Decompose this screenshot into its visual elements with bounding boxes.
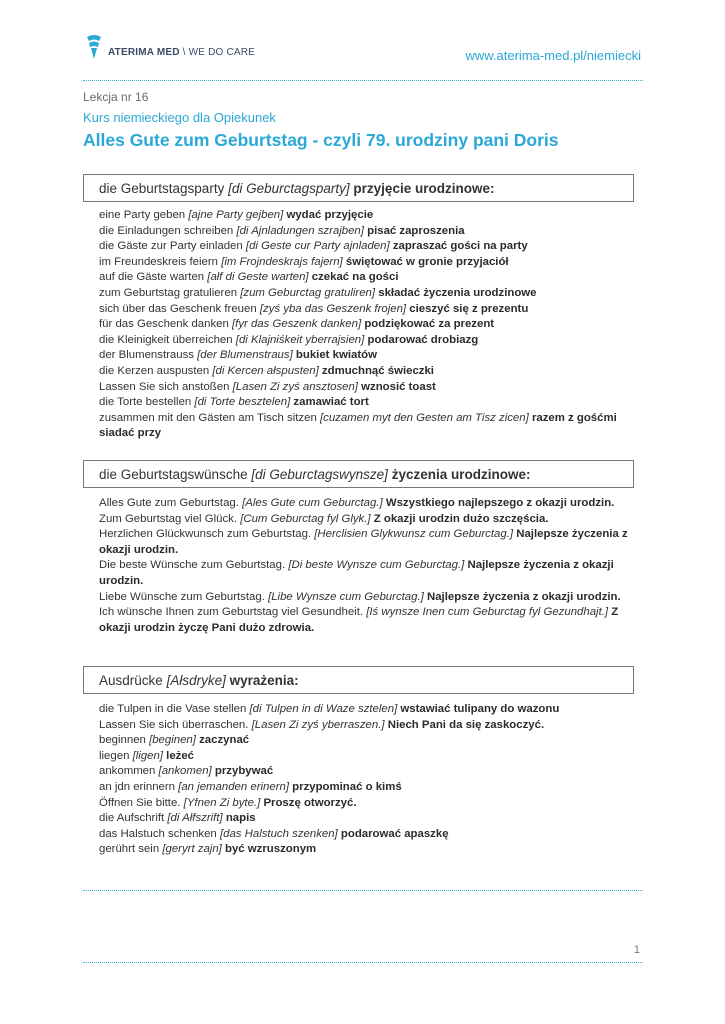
german-text: der Blumenstrauss bbox=[99, 349, 194, 362]
polish-translation: Z okazji urodzin dużo szczęścia. bbox=[373, 512, 549, 525]
german-text: ankommen bbox=[99, 765, 156, 778]
german-text: die Einladungen schreiben bbox=[99, 224, 234, 237]
polish-translation: świętować w gronie przyjaciół bbox=[345, 255, 509, 268]
pronunciation: [ligen] bbox=[132, 749, 163, 762]
german-text: das Halstuch schenken bbox=[99, 827, 217, 840]
pronunciation: [ałf di Geste warten] bbox=[207, 271, 309, 284]
vocab-line bbox=[99, 780, 644, 796]
german-text: die Gäste zur Party einladen bbox=[99, 240, 243, 253]
pronunciation: [Lasen Zi zyś ansztosen] bbox=[232, 380, 358, 393]
brand-tagline: WE DO CARE bbox=[188, 46, 256, 58]
pronunciation: [ajne Party gejben] bbox=[188, 209, 284, 221]
section-heading-wishes bbox=[83, 460, 634, 488]
polish-translation: Najlepsze życzenia z okazji urodzin. bbox=[426, 590, 621, 603]
pronunciation: [Ales Gute cum Geburctag.] bbox=[242, 497, 383, 509]
pronunciation: [zum Geburctag gratuliren] bbox=[240, 286, 376, 299]
pronunciation: [fyr das Geszenk danken] bbox=[231, 318, 362, 331]
pronunciation: [cuzamen myt den Gesten am Tisz zicen] bbox=[319, 411, 529, 424]
polish-translation: cieszyć się z prezentu bbox=[409, 302, 529, 315]
polish-translation: przybywać bbox=[214, 765, 274, 778]
pronunciation: [Libe Wynsze cum Geburctag.] bbox=[268, 590, 424, 603]
vocab-line bbox=[99, 605, 644, 636]
german-text: für das Geschenk danken bbox=[99, 318, 229, 331]
german-text: eine Party geben bbox=[99, 209, 186, 221]
pronunciation: [im Frojndeskrajs fajern] bbox=[221, 255, 343, 268]
pronunciation: [di Tulpen in di Waze sztelen] bbox=[249, 703, 398, 715]
vocab-line bbox=[99, 333, 644, 349]
heading-pron: [di Geburctagswynsze] bbox=[251, 466, 388, 482]
polish-translation: pisać zaproszenia bbox=[367, 224, 465, 237]
german-text: im Freundeskreis feiern bbox=[99, 255, 219, 268]
vocab-line bbox=[99, 811, 644, 827]
vocab-line bbox=[99, 270, 644, 286]
german-text: sich über das Geschenk freuen bbox=[99, 302, 257, 315]
vocab-list-party bbox=[99, 208, 644, 442]
german-text: auf die Gäste warten bbox=[99, 271, 205, 284]
polish-translation: być wzruszonym bbox=[225, 843, 317, 856]
pronunciation: [Cum Geburctag fyl Glyk.] bbox=[240, 512, 371, 525]
vocab-line bbox=[99, 827, 644, 843]
lesson-number: Lekcja nr 16 bbox=[83, 90, 149, 104]
german-text: Lassen Sie sich anstoßen bbox=[99, 380, 230, 393]
pronunciation: [di Ajnladungen szrajben] bbox=[236, 224, 364, 237]
heading-pron: [Ałsdryke] bbox=[166, 672, 226, 688]
vocab-line bbox=[99, 317, 644, 333]
german-text: Alles Gute zum Geburtstag. bbox=[99, 497, 239, 509]
german-text: Liebe Wünsche zum Geburtstag. bbox=[99, 590, 265, 603]
polish-translation: czekać na gości bbox=[311, 271, 399, 284]
polish-translation: Najlepsze życzenia z okazji urodzin. bbox=[99, 528, 628, 556]
polish-translation: Proszę otworzyć. bbox=[263, 796, 357, 809]
pronunciation: [Iś wynsze Inen cum Geburctag fyl Gezundhajt.] bbox=[366, 606, 609, 619]
pronunciation: [ankomen] bbox=[158, 765, 212, 778]
heading-de: Ausdrücke bbox=[99, 672, 163, 688]
brand-separator: \ bbox=[182, 46, 186, 58]
polish-translation: Niech Pani da się zaskoczyć. bbox=[387, 718, 545, 731]
german-text: Die beste Wünsche zum Geburtstag. bbox=[99, 559, 286, 572]
vocab-line bbox=[99, 796, 644, 812]
pronunciation: [di Kercen ałspusten] bbox=[212, 364, 319, 377]
german-text: Lassen Sie sich überraschen. bbox=[99, 718, 249, 731]
polish-translation: zdmuchnąć świeczki bbox=[321, 364, 434, 377]
page-header bbox=[83, 30, 643, 74]
polish-translation: podarować apaszkę bbox=[340, 827, 449, 840]
vocab-line bbox=[99, 348, 644, 364]
polish-translation: bukiet kwiatów bbox=[295, 349, 377, 362]
vocab-line bbox=[99, 558, 644, 589]
pronunciation: [di Geste cur Party ajnladen] bbox=[245, 240, 390, 253]
polish-translation: zamawiać tort bbox=[293, 396, 369, 409]
vocab-line bbox=[99, 496, 644, 512]
polish-translation: wznosić toast bbox=[361, 380, 436, 393]
vocab-line bbox=[99, 527, 644, 558]
polish-translation: wydać przyjęcie bbox=[286, 209, 374, 221]
vocab-line bbox=[99, 302, 644, 318]
vocab-line bbox=[99, 380, 644, 396]
polish-translation: razem z gośćmi siadać przy bbox=[99, 411, 617, 440]
aterima-logo-icon bbox=[83, 33, 105, 61]
pronunciation: [di Ałfszrift] bbox=[167, 812, 223, 825]
polish-translation: składać życzenia urodzinowe bbox=[378, 286, 537, 299]
vocab-line bbox=[99, 208, 644, 224]
vocab-line bbox=[99, 749, 644, 765]
german-text: Herzlichen Glückwunsch zum Geburtstag. bbox=[99, 528, 312, 541]
vocab-line bbox=[99, 512, 644, 528]
german-text: die Kleinigkeit überreichen bbox=[99, 333, 233, 346]
polish-translation: zaczynać bbox=[199, 734, 250, 747]
vocab-list-expressions bbox=[99, 702, 644, 858]
heading-pron: [di Geburctagsparty] bbox=[228, 180, 350, 196]
polish-translation: podarować drobiazg bbox=[367, 333, 479, 346]
polish-translation: leżeć bbox=[166, 749, 195, 762]
pronunciation: [Herclisien Glykwunsz cum Geburctag.] bbox=[314, 528, 514, 541]
vocab-line bbox=[99, 718, 644, 734]
pronunciation: [zyś yba das Geszenk frojen] bbox=[259, 302, 407, 315]
polish-translation: Najlepsze życzenia z okazji urodzin. bbox=[99, 559, 614, 587]
german-text: Zum Geburtstag viel Glück. bbox=[99, 512, 238, 525]
german-text: an jdn erinnern bbox=[99, 780, 175, 793]
section-heading-party bbox=[83, 174, 634, 202]
german-text: beginnen bbox=[99, 734, 146, 747]
polish-translation: przypominać o kimś bbox=[292, 780, 402, 793]
german-text: gerührt sein bbox=[99, 843, 160, 856]
polish-translation: zapraszać gości na party bbox=[392, 240, 528, 253]
vocab-line bbox=[99, 702, 644, 718]
pronunciation: [geryrt zajn] bbox=[162, 843, 222, 856]
vocab-line bbox=[99, 590, 644, 606]
website-link[interactable]: www.aterima-med.pl/niemiecki bbox=[465, 48, 641, 63]
german-text: die Torte bestellen bbox=[99, 396, 192, 409]
heading-pl: życzenia urodzinowe: bbox=[391, 466, 531, 482]
german-text: die Tulpen in die Vase stellen bbox=[99, 703, 247, 715]
polish-translation: Z okazji urodzin życzę Pani dużo zdrowia. bbox=[99, 606, 619, 634]
polish-translation: Wszystkiego najlepszego z okazji urodzin. bbox=[385, 497, 615, 509]
pronunciation: [Yfnen Zi byte.] bbox=[183, 796, 261, 809]
german-text: Ich wünsche Ihnen zum Geburtstag viel Gesundheit. bbox=[99, 606, 364, 619]
pronunciation: [Lasen Zi zyś yberraszen.] bbox=[251, 718, 385, 731]
german-text: zum Geburtstag gratulieren bbox=[99, 286, 238, 299]
page-number: 1 bbox=[633, 944, 640, 956]
german-text: die Aufschrift bbox=[99, 812, 165, 825]
vocab-line bbox=[99, 733, 644, 749]
vocab-list-wishes bbox=[99, 496, 644, 636]
footer-divider-top bbox=[83, 890, 643, 891]
pronunciation: [das Halstuch szenken] bbox=[219, 827, 338, 840]
vocab-line bbox=[99, 411, 644, 442]
brand-logo bbox=[83, 33, 255, 61]
vocab-line bbox=[99, 395, 644, 411]
page-title: Alles Gute zum Geburtstag - czyli 79. urodziny pani Doris bbox=[83, 130, 559, 150]
brand-text bbox=[108, 47, 255, 58]
polish-translation: wstawiać tulipany do wazonu bbox=[400, 703, 560, 715]
brand-name: ATERIMA MED bbox=[108, 46, 180, 58]
vocab-line bbox=[99, 764, 644, 780]
header-divider bbox=[83, 80, 643, 81]
vocab-line bbox=[99, 239, 644, 255]
heading-de: die Geburtstagswünsche bbox=[99, 466, 248, 482]
heading-pl: przyjęcie urodzinowe: bbox=[353, 180, 495, 196]
german-text: zusammen mit den Gästen am Tisch sitzen bbox=[99, 411, 317, 424]
polish-translation: napis bbox=[225, 812, 256, 825]
vocab-line bbox=[99, 842, 644, 858]
vocab-line bbox=[99, 224, 644, 240]
pronunciation: [der Blumenstraus] bbox=[197, 349, 293, 362]
german-text: die Kerzen auspusten bbox=[99, 364, 210, 377]
german-text: Öffnen Sie bitte. bbox=[99, 796, 181, 809]
heading-pl: wyrażenia: bbox=[229, 672, 299, 688]
footer-divider-bottom bbox=[83, 962, 643, 963]
section-heading-expressions bbox=[83, 666, 634, 694]
vocab-line bbox=[99, 255, 644, 271]
heading-de: die Geburtstagsparty bbox=[99, 180, 225, 196]
pronunciation: [beginen] bbox=[149, 734, 196, 747]
pronunciation: [Di beste Wynsze cum Geburctag.] bbox=[288, 559, 465, 572]
polish-translation: podziękować za prezent bbox=[364, 318, 495, 331]
pronunciation: [an jemanden erinern] bbox=[178, 780, 289, 793]
german-text: liegen bbox=[99, 749, 130, 762]
vocab-line bbox=[99, 286, 644, 302]
pronunciation: [di Torte besztelen] bbox=[194, 396, 291, 409]
pronunciation: [di Klajniśkeit yberrajsien] bbox=[235, 333, 365, 346]
vocab-line bbox=[99, 364, 644, 380]
course-name: Kurs niemieckiego dla Opiekunek bbox=[83, 110, 276, 125]
